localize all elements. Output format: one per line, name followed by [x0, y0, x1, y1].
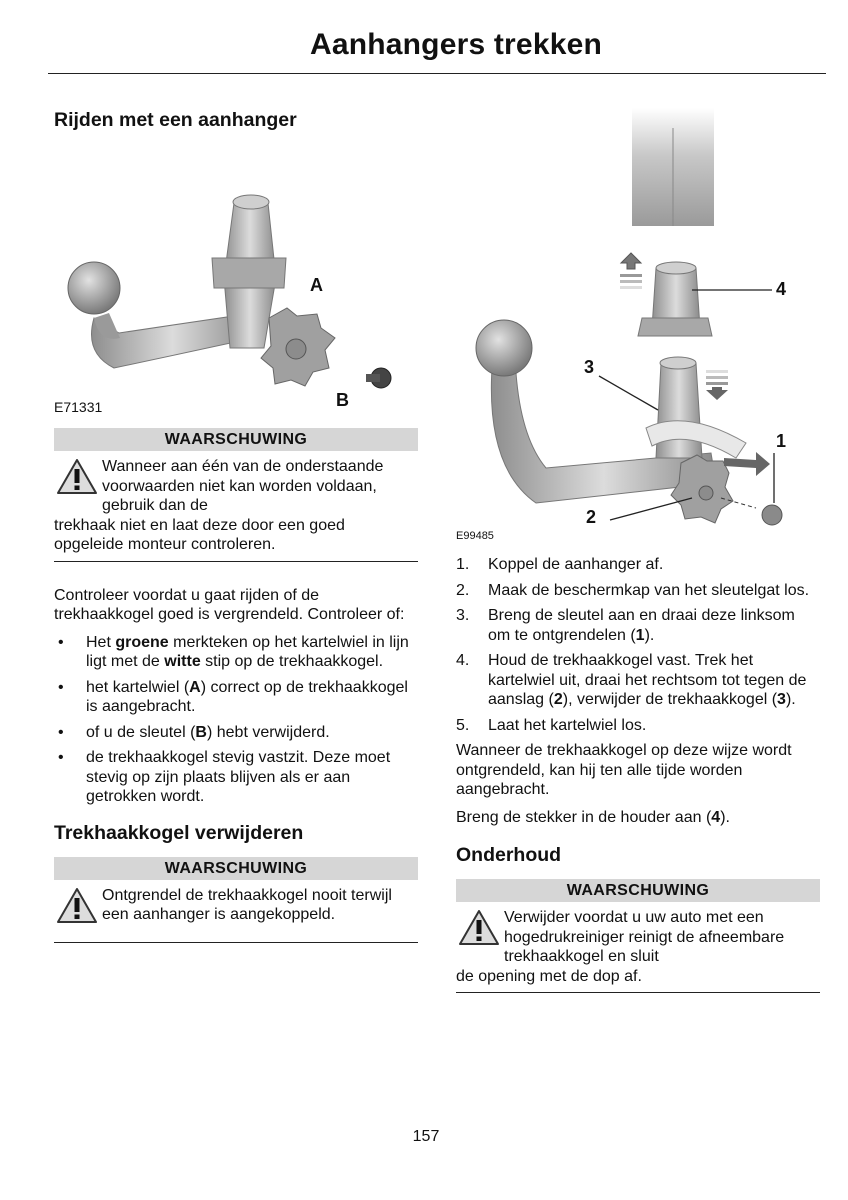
step-text: Koppel de aanhanger af.: [488, 556, 664, 573]
callout-a: A: [310, 275, 323, 295]
callout-3: 3: [584, 357, 595, 377]
list-item: [456, 581, 820, 601]
bold-run: 3: [777, 691, 786, 708]
warning-heading: WAARSCHUWING: [456, 879, 820, 902]
bold-run: 1: [635, 626, 645, 644]
figure-code: E99485: [456, 530, 494, 542]
step-number: 1.: [456, 556, 470, 573]
callout-4: 4: [776, 279, 787, 299]
list-item: [456, 555, 820, 575]
step-number: 5.: [456, 716, 470, 734]
tow-hitch-illustration: [54, 138, 418, 408]
text-run: stip op de trekhaakkogel.: [200, 653, 384, 670]
callout-2: 2: [586, 507, 597, 527]
text-run: ).: [785, 691, 796, 708]
section-title-driving: Rijden met een aanhanger: [54, 109, 297, 131]
removal-steps-illustration: [456, 108, 820, 548]
text-run: de trekhaakkogel stevig vastzit. Deze moet stevig op zijn plaats blijven als er aan getrokken wordt.: [86, 749, 391, 805]
left-column: [54, 108, 418, 943]
check-intro: Controleer voordat u gaat rijden of de trekhaakkogel goed is vergrendeld. Controleer of:: [54, 586, 405, 623]
warning-text-indented: Wanneer aan één van de onderstaande voorwaarden niet kan worden voldaan, gebruik dan de: [102, 458, 384, 514]
step-number: 4.: [456, 652, 470, 669]
warning-triangle-icon: [56, 458, 98, 496]
header-rule: [48, 73, 826, 74]
figure-removal-steps: [456, 108, 820, 548]
warning-body: [54, 451, 418, 562]
bold-run: witte: [164, 653, 201, 670]
step-number: 2.: [456, 581, 470, 599]
right-column: [456, 108, 820, 993]
paragraph-plug: [456, 808, 820, 828]
bold-run: groene: [115, 633, 169, 651]
text-run: Houd de trekhaakkogel vast. Trek het kartelwiel uit, draai het rechtsom tot tegen de aanslag (: [488, 652, 807, 708]
bold-run: 2: [553, 691, 563, 708]
list-item: [54, 723, 418, 743]
warning-block-3: [456, 879, 820, 993]
figure-code: E71331: [54, 399, 103, 415]
text-run: Breng de sleutel aan en draai deze linksom om te ontgrendelen (: [488, 607, 795, 644]
warning-block-2: [54, 857, 418, 943]
text-run: of u de sleutel (: [86, 723, 196, 741]
text-run: ) hebt verwijderd.: [206, 723, 330, 741]
section-title-maintenance: Onderhoud: [456, 844, 562, 866]
step-text: Laat het kartelwiel los.: [488, 716, 647, 734]
warning-heading: WAARSCHUWING: [54, 857, 418, 880]
step-number: 3.: [456, 607, 470, 624]
warning-triangle-icon: [56, 887, 98, 925]
section-title-remove: Trekhaakkogel verwijderen: [54, 821, 304, 844]
bold-run: B: [195, 723, 207, 741]
check-list: [54, 633, 418, 807]
warning-heading: WAARSCHUWING: [54, 428, 418, 451]
text-run: Het: [86, 633, 116, 651]
warning-text: Ontgrendel de trekhaakkogel nooit terwijl een aanhanger is aangekoppeld.: [102, 886, 392, 923]
list-item: [456, 716, 820, 736]
paragraph-attach-anytime: Wanneer de trekhaakkogel op deze wijze wordt ontgrendeld, kan hij ten alle tijde worden aangebracht.: [456, 742, 792, 798]
warning-text-rest: trekhaak niet en laat deze door een goed opgeleide monteur controleren.: [54, 516, 345, 553]
list-item: [54, 678, 418, 717]
warning-text-indented: Verwijder voordat u uw auto met een hogedrukreiniger reinigt de afneembare trekhaakkogel en sluit: [504, 909, 785, 965]
list-item: [54, 633, 418, 672]
warning-block-1: [54, 428, 418, 562]
text-run: het kartelwiel (: [86, 678, 190, 696]
callout-1: 1: [776, 431, 787, 451]
page-title: Aanhangers trekken: [309, 28, 602, 61]
warning-body: [54, 880, 418, 943]
page-number: 157: [412, 1128, 440, 1145]
list-item: [54, 748, 418, 807]
bold-run: 4: [711, 808, 721, 826]
warning-triangle-icon: [458, 909, 500, 947]
step-text: Maak de beschermkap van het sleutelgat los.: [488, 581, 810, 599]
list-item: [456, 651, 820, 710]
callout-b: B: [336, 390, 349, 410]
warning-body: [456, 902, 820, 993]
removal-steps-list: [456, 555, 820, 735]
figure-tow-hitch: [54, 138, 418, 415]
text-run: ).: [720, 808, 730, 826]
text-run: ), verwijder de trekhaakkogel (: [562, 691, 778, 708]
text-run: merkteken op het kartelwiel in lijn ligt met de: [86, 633, 409, 670]
list-item: [456, 606, 820, 645]
warning-text-rest: de opening met de dop af.: [456, 967, 642, 985]
bold-run: A: [189, 678, 201, 696]
text-run: ) correct op de trekhaakkogel is aangebracht.: [86, 678, 408, 715]
text-run: ).: [644, 626, 655, 644]
text-run: Breng de stekker in de houder aan (: [456, 808, 712, 826]
